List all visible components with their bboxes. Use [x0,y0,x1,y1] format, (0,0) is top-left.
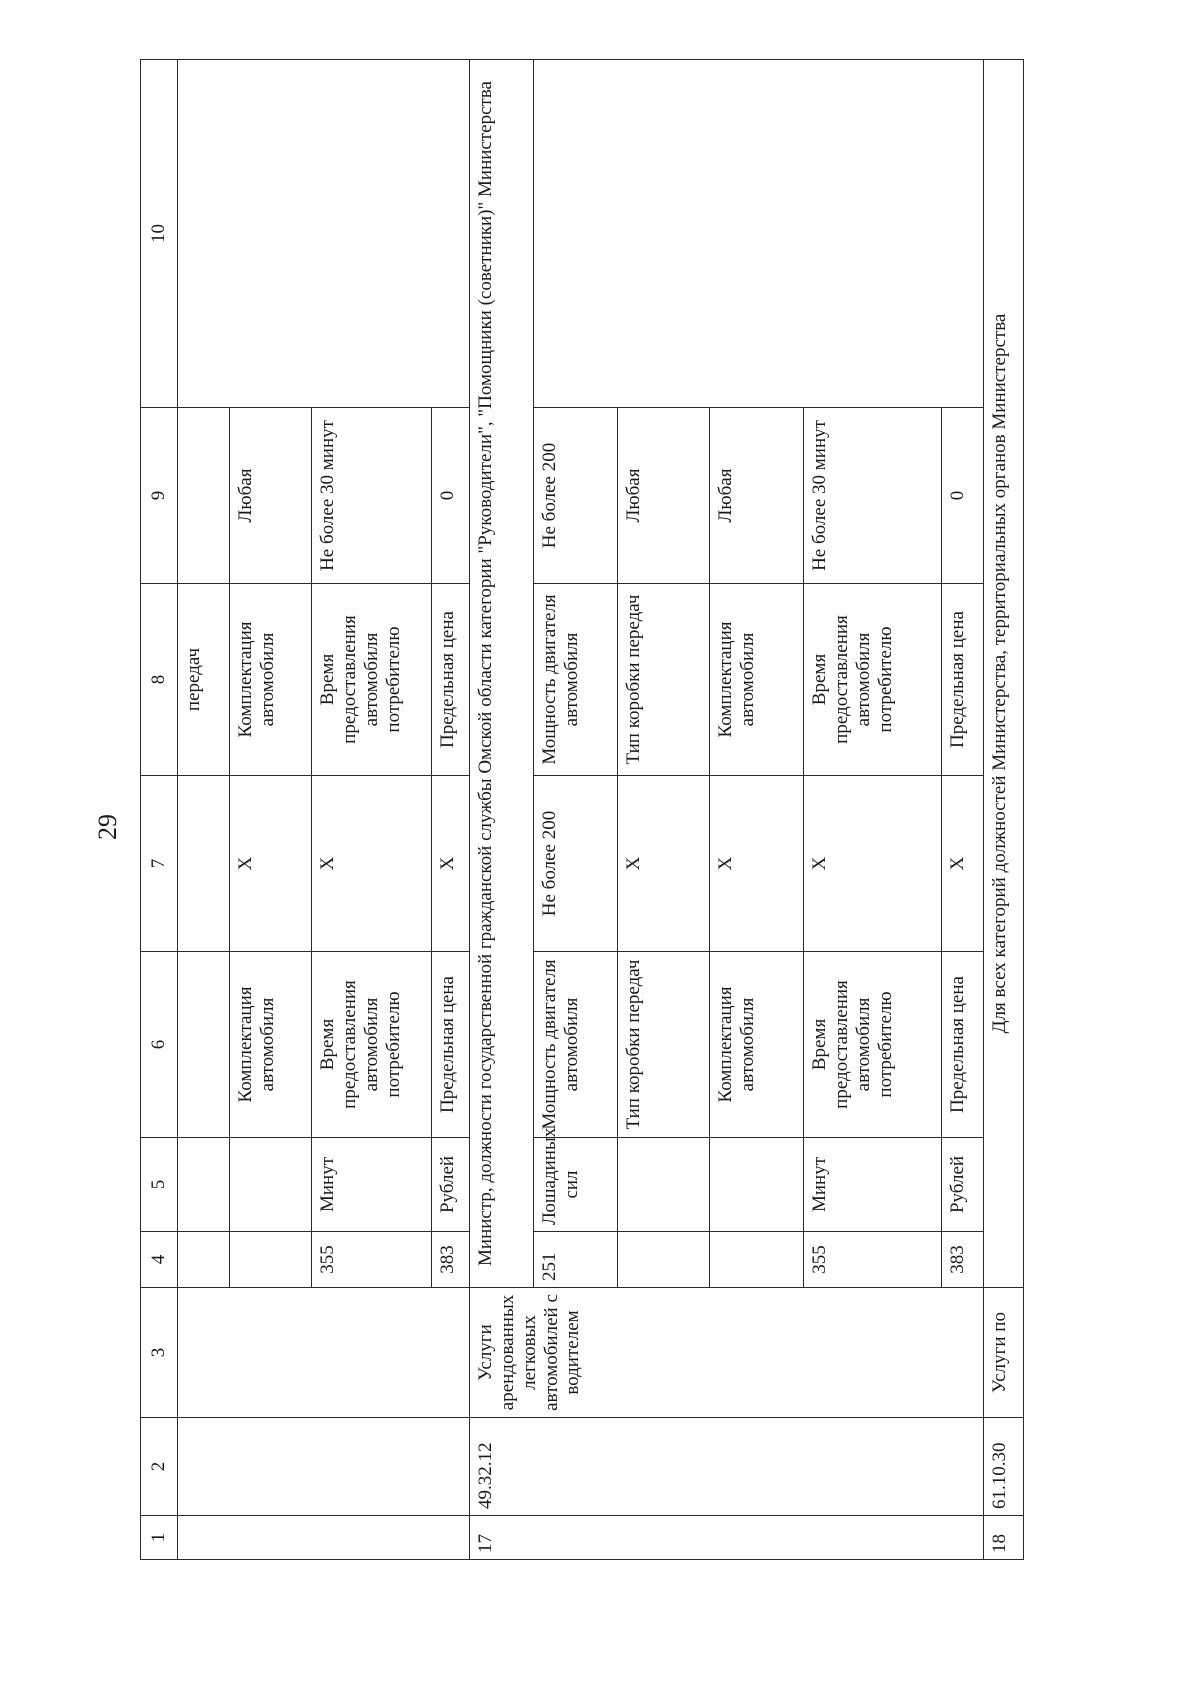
cell-empty [178,1288,470,1418]
item-number: 18 [984,1516,1024,1560]
cell-code [618,1232,710,1288]
cell-characteristic: Предельная цена [432,952,470,1138]
cell-empty [178,60,470,408]
cell-value: Х [804,776,942,952]
table-row-item-17 [470,60,534,1560]
cell-value: Х [432,776,470,952]
cell-characteristic: Предельная цена [942,584,984,776]
cell-value: 0 [942,408,984,584]
cell-value [178,408,230,584]
col-number: 7 [141,776,178,952]
col-number: 9 [141,408,178,584]
cell-value: Х [710,776,804,952]
cell-code: 355 [804,1232,942,1288]
cell-value: Любая [230,408,312,584]
col-number: 10 [141,60,178,408]
cell-value: Любая [710,408,804,584]
cell-unit: Минут [804,1138,942,1232]
item-name: Услуги по [984,1288,1024,1418]
cell-value: 0 [432,408,470,584]
item-code: 49.32.12 [470,1418,984,1516]
cell-characteristic: Время предоставления автомобиля потребителю [312,952,432,1138]
cell-code: 383 [432,1232,470,1288]
category-cell: Министр, должности государственной гражданской службы Омской области категории "Руководители", "Помощники (советники)" Министерства [470,60,534,1288]
cell-characteristic: передач [178,584,230,776]
col-number: 2 [141,1418,178,1516]
cell-code: 355 [312,1232,432,1288]
cell-unit [618,1138,710,1232]
cell-characteristic: Время предоставления автомобиля потребителю [804,584,942,776]
cell-characteristic: Время предоставления автомобиля потребителю [804,952,942,1138]
item-number: 17 [470,1516,984,1560]
cell-value: Х [618,776,710,952]
cell-empty [178,1418,470,1516]
cell-characteristic: Время предоставления автомобиля потребителю [312,584,432,776]
cell-code: 251 [534,1232,618,1288]
cell-unit: Рублей [432,1138,470,1232]
category-cell: Для всех категорий должностей Министерства, территориальных органов Министерства [984,60,1024,1288]
cell-characteristic: Предельная цена [432,584,470,776]
table-row-item-18 [984,60,1024,1560]
cell-unit: Минут [312,1138,432,1232]
rotated-table-wrapper [140,60,1120,1560]
cell-characteristic [178,952,230,1138]
cell-code: 383 [942,1232,984,1288]
cell-characteristic: Комплектация автомобиля [710,584,804,776]
cell-value: Х [942,776,984,952]
cell-unit: Лошадиных сил [534,1138,618,1232]
col-number: 8 [141,584,178,776]
cell-characteristic: Комплектация автомобиля [230,952,312,1138]
cell-empty [534,60,984,408]
cell-unit [230,1138,312,1232]
col-number: 3 [141,1288,178,1418]
cell-characteristic: Тип коробки передач [618,584,710,776]
cell-unit [178,1138,230,1232]
cell-unit [710,1138,804,1232]
column-number-row [141,60,178,1560]
cell-characteristic: Тип коробки передач [618,952,710,1138]
cell-value [178,776,230,952]
cell-value: Х [230,776,312,952]
cell-value: Не более 30 минут [804,408,942,584]
col-number: 4 [141,1232,178,1288]
table-row [178,60,230,1560]
cell-value: Не более 200 [534,776,618,952]
cell-code [710,1232,804,1288]
cell-empty [178,1516,470,1560]
cell-value: Любая [618,408,710,584]
page-number: 29 [93,814,122,840]
cell-characteristic: Предельная цена [942,952,984,1138]
requirements-table [140,59,1024,1560]
cell-characteristic: Мощность двигателя автомобиля [534,952,618,1138]
item-code: 61.10.30 [984,1418,1024,1516]
cell-unit: Рублей [942,1138,984,1232]
cell-value: Не более 200 [534,408,618,584]
cell-value: Х [312,776,432,952]
cell-characteristic: Мощность двигателя автомобиля [534,584,618,776]
cell-characteristic: Комплектация автомобиля [230,584,312,776]
cell-value: Не более 30 минут [312,408,432,584]
cell-code [178,1232,230,1288]
col-number: 6 [141,952,178,1138]
col-number: 1 [141,1516,178,1560]
cell-code [230,1232,312,1288]
col-number: 5 [141,1138,178,1232]
cell-characteristic: Комплектация автомобиля [710,952,804,1138]
item-name: Услуги арендованных легковых автомобилей с водителем [470,1288,984,1418]
